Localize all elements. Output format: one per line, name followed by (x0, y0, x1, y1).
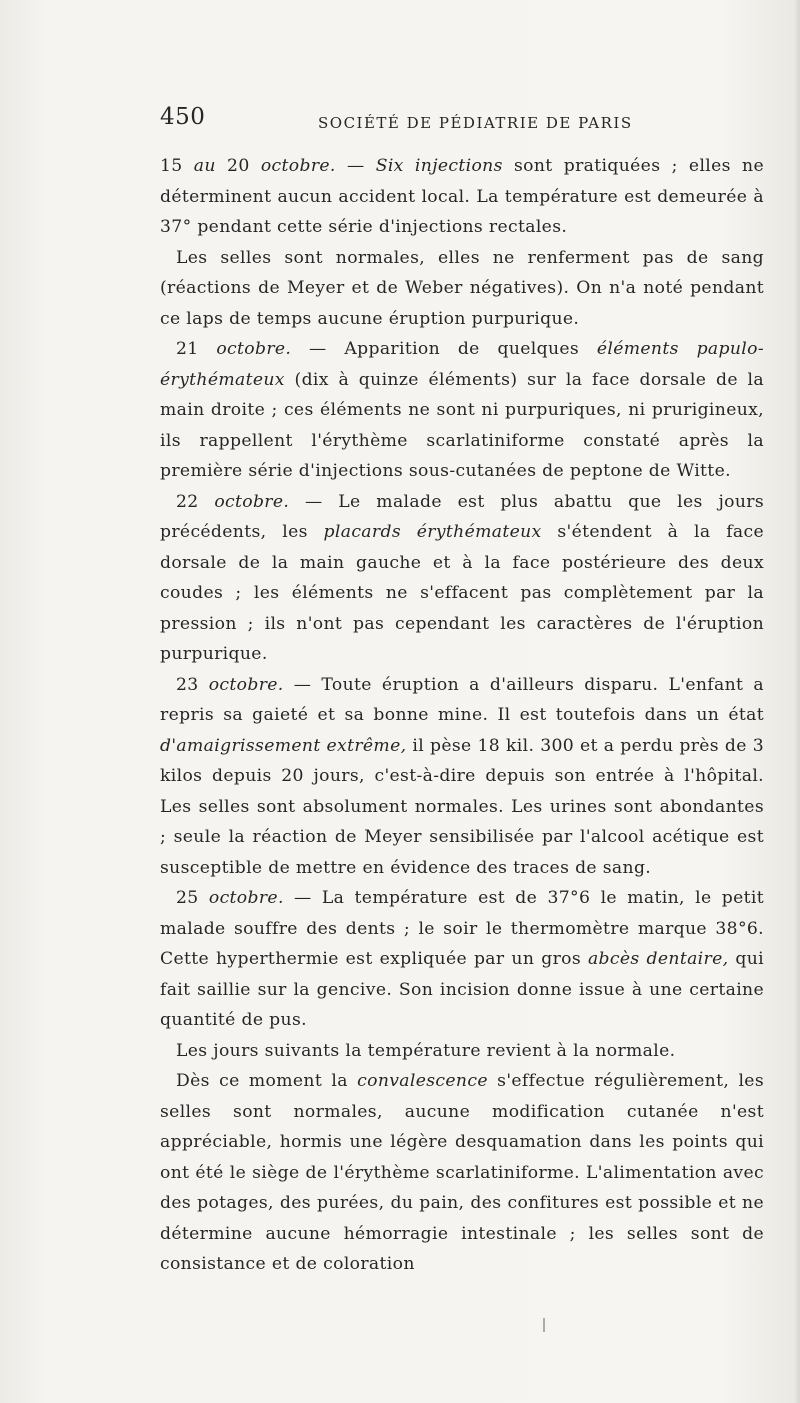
paragraph-jours-suivants (160, 1036, 764, 1067)
italic-run: octobre. (260, 156, 336, 176)
text-run: qui fait saillie sur la gencive. Son incision donne issue à une certaine quantité de pus. (160, 949, 764, 1030)
text-run: 22 (176, 491, 215, 512)
scan-speck (543, 1318, 545, 1332)
text-run: — Toute éruption a d'ailleurs disparu. L'enfant a repris sa gaieté et sa bonne mine. Il est toutefois dans un état (160, 674, 764, 725)
paragraph-convalescence (160, 1066, 764, 1280)
italic-run: éléments papulo-érythémateux (160, 339, 764, 390)
paragraph-23-octobre (160, 670, 764, 884)
body-text (160, 151, 764, 1280)
italic-run: placards érythémateux (323, 522, 542, 542)
text-run: 23 (176, 674, 209, 695)
text-run: s'effectue régulièrement, les selles sont normales, aucune modification cutanée n'est appréciable, hormis une légère desquamation dans les points qui ont été le siège de l'érythème scarlatiniforme. L'alimentation avec des potages, des purées, du pain, des confitures est possible et ne détermine aucune hémorragie intestinale ; les selles sont de consistance et de coloration (160, 1071, 764, 1274)
paragraph-25-octobre (160, 883, 764, 1036)
text-run: — (335, 156, 376, 176)
italic-run: octobre. (214, 491, 290, 512)
italic-run: abcès dentaire, (587, 949, 729, 969)
page-edge-shadow (794, 0, 800, 1403)
text-run: Les jours suivants la température revient à la normale. (176, 1040, 676, 1061)
text-run: — Le malade est plus abattu que les jours précédents, les (160, 491, 764, 542)
paragraph-21-octobre (160, 334, 764, 487)
text-run: — La température est de 37°6 le matin, le petit malade souffre des dents ; le soir le thermomètre marque 38°6. Cette hyperthermie est expliquée par un gros (160, 888, 765, 969)
paragraph-22-octobre (160, 487, 764, 670)
paragraph-selles-normales (160, 243, 764, 335)
text-run: (dix à quinze éléments) sur la face dorsale de la main droite ; ces éléments ne sont ni purpuriques, ni prurigineux, ils rappellent l'érythème scarlatiniforme constaté après la première série d'injections sous-cutanées de peptone de Witte. (160, 369, 764, 481)
text-run: s'étendent à la face dorsale de la main gauche et à la face postérieure des deux coudes ; les éléments ne s'effacent pas complètement par la pression ; ils n'ont pas cependant les caractères de l'éruption purpurique. (160, 522, 764, 664)
text-run: sont pratiquées ; elles ne déterminent aucun accident local. La température est demeurée à 37° pendant cette série d'injections rectales. (160, 156, 764, 237)
paragraph-15-20-octobre (160, 151, 764, 243)
italic-run: octobre. (216, 339, 292, 359)
italic-run: d'amaigrissement extrême, (160, 735, 407, 756)
italic-run: octobre. (208, 888, 284, 908)
italic-run: convalescence (357, 1071, 488, 1091)
text-run: 15 (160, 156, 194, 176)
text-run: Les selles sont normales, elles ne renferment pas de sang (réactions de Meyer et de Weber négatives). On n'a noté pendant ce laps de temps aucune éruption purpurique. (160, 247, 764, 329)
text-run: 20 (215, 156, 261, 176)
running-title: SOCIÉTÉ DE PÉDIATRIE DE PARIS (318, 114, 633, 132)
text-run: il pèse 18 kil. 300 et a perdu près de 3 kilos depuis 20 jours, c'est-à-dire depuis son entrée à l'hôpital. Les selles sont absolument normales. Les urines sont abondantes ; seule la réaction de Meyer sensibilisée par l'alcool acétique est susceptible de mettre en évidence des traces de sang. (160, 735, 765, 878)
text-run: Dès ce moment la (176, 1071, 358, 1091)
italic-run: au (193, 156, 216, 176)
page-number: 450 (160, 104, 206, 130)
italic-run: Six injections (375, 156, 503, 176)
text-run: — Apparition de quelques (291, 339, 597, 359)
text-run: 25 (176, 888, 209, 908)
page-header (160, 104, 760, 144)
text-run: 21 (176, 339, 217, 359)
italic-run: octobre. (208, 674, 284, 695)
